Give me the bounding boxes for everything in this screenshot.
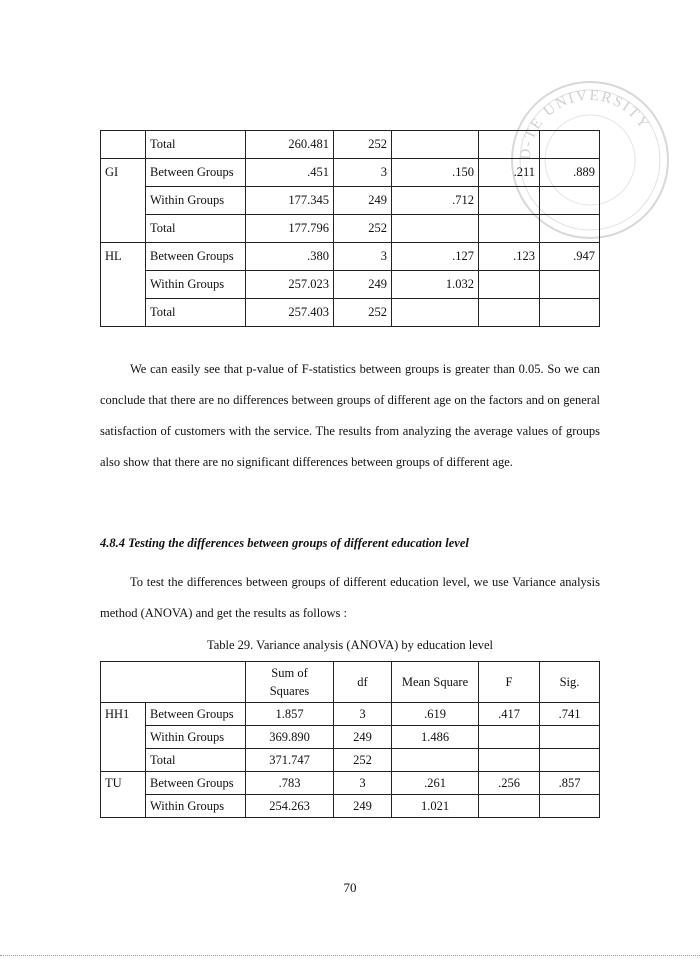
sig-value: .889 — [540, 159, 600, 187]
row-label: Within Groups — [146, 726, 246, 749]
group-cell: HL — [101, 243, 146, 327]
sig-value: .857 — [540, 772, 600, 795]
row-label: Total — [146, 215, 246, 243]
sum-of-squares: 257.403 — [246, 299, 334, 327]
row-label: Within Groups — [146, 187, 246, 215]
header-f: F — [479, 662, 540, 703]
row-label: Total — [146, 749, 246, 772]
mean-square: 1.486 — [392, 726, 479, 749]
df: 249 — [334, 795, 392, 818]
table-row — [101, 243, 600, 271]
sum-of-squares: 257.023 — [246, 271, 334, 299]
sig-value — [540, 749, 600, 772]
df: 3 — [334, 243, 392, 271]
sum-of-squares: 177.345 — [246, 187, 334, 215]
table-row — [101, 215, 600, 243]
mean-square — [392, 299, 479, 327]
sum-of-squares: 260.481 — [246, 131, 334, 159]
group-cell — [101, 131, 146, 159]
body-paragraph-1: We can easily see that p-value of F-statistics between groups is greater than 0.05. So we can conclude that there are no differences between groups of different age on the factors and on general satisfaction of customers with the service. The results from analyzing the average values of groups also show that there are no significant differences between groups of different age. — [100, 362, 600, 469]
sum-of-squares: .783 — [246, 772, 334, 795]
row-label: Between Groups — [146, 243, 246, 271]
df: 252 — [334, 749, 392, 772]
df: 3 — [334, 703, 392, 726]
header-df: df — [334, 662, 392, 703]
table-row — [101, 749, 600, 772]
f-value — [479, 131, 540, 159]
mean-square: .619 — [392, 703, 479, 726]
page-bottom-divider — [0, 955, 700, 956]
df: 252 — [334, 131, 392, 159]
df: 249 — [334, 187, 392, 215]
f-value — [479, 749, 540, 772]
df: 3 — [334, 772, 392, 795]
df: 249 — [334, 271, 392, 299]
group-cell: GI — [101, 159, 146, 243]
f-value — [479, 187, 540, 215]
page-number: 70 — [343, 880, 357, 895]
table-row — [101, 703, 600, 726]
mean-square: .712 — [392, 187, 479, 215]
row-label: Between Groups — [146, 772, 246, 795]
df: 249 — [334, 726, 392, 749]
mean-square — [392, 131, 479, 159]
header-mean-square: Mean Square — [392, 662, 479, 703]
f-value — [479, 795, 540, 818]
table-header-row — [101, 662, 600, 703]
f-value — [479, 271, 540, 299]
row-label: Between Groups — [146, 159, 246, 187]
mean-square: 1.021 — [392, 795, 479, 818]
row-label: Total — [146, 131, 246, 159]
table-row — [101, 299, 600, 327]
row-label: Within Groups — [146, 795, 246, 818]
row-label: Between Groups — [146, 703, 246, 726]
mean-square — [392, 749, 479, 772]
sig-value — [540, 131, 600, 159]
header-empty — [101, 662, 246, 703]
sig-value: .741 — [540, 703, 600, 726]
df: 252 — [334, 299, 392, 327]
sig-value — [540, 187, 600, 215]
sum-of-squares: 254.263 — [246, 795, 334, 818]
table-row — [101, 271, 600, 299]
group-cell: HH1 — [101, 703, 146, 772]
sig-value — [540, 215, 600, 243]
body-paragraph-2: To test the differences between groups of different education level, we use Variance analysis method (ANOVA) and get the results as follows : — [100, 575, 600, 620]
sum-of-squares: 1.857 — [246, 703, 334, 726]
mean-square: .261 — [392, 772, 479, 795]
sig-value — [540, 299, 600, 327]
sum-of-squares: 177.796 — [246, 215, 334, 243]
anova-table-continued — [100, 130, 600, 327]
table-row — [101, 187, 600, 215]
table-row — [101, 726, 600, 749]
sig-value — [540, 726, 600, 749]
mean-square: 1.032 — [392, 271, 479, 299]
df: 252 — [334, 215, 392, 243]
table-row — [101, 131, 600, 159]
sig-value — [540, 271, 600, 299]
row-label: Total — [146, 299, 246, 327]
group-cell: TU — [101, 772, 146, 818]
sum-of-squares: .451 — [246, 159, 334, 187]
f-value — [479, 726, 540, 749]
f-value: .123 — [479, 243, 540, 271]
table-row — [101, 795, 600, 818]
table-row — [101, 159, 600, 187]
sum-of-squares: 371.747 — [246, 749, 334, 772]
mean-square: .150 — [392, 159, 479, 187]
mean-square — [392, 215, 479, 243]
header-sum-of-squares: Sum of Squares — [246, 662, 334, 703]
f-value — [479, 215, 540, 243]
f-value: .417 — [479, 703, 540, 726]
df: 3 — [334, 159, 392, 187]
f-value — [479, 299, 540, 327]
header-sig: Sig. — [540, 662, 600, 703]
f-value: .256 — [479, 772, 540, 795]
anova-table-education — [100, 661, 600, 818]
f-value: .211 — [479, 159, 540, 187]
seal-text: D-TE UNIVERSITY — [517, 87, 653, 161]
section-heading: 4.8.4 Testing the differences between groups of different education level — [100, 536, 469, 550]
row-label: Within Groups — [146, 271, 246, 299]
sig-value — [540, 795, 600, 818]
mean-square: .127 — [392, 243, 479, 271]
sig-value: .947 — [540, 243, 600, 271]
sum-of-squares: 369.890 — [246, 726, 334, 749]
sum-of-squares: .380 — [246, 243, 334, 271]
table-caption: Table 29. Variance analysis (ANOVA) by education level — [206, 638, 494, 652]
table-row — [101, 772, 600, 795]
